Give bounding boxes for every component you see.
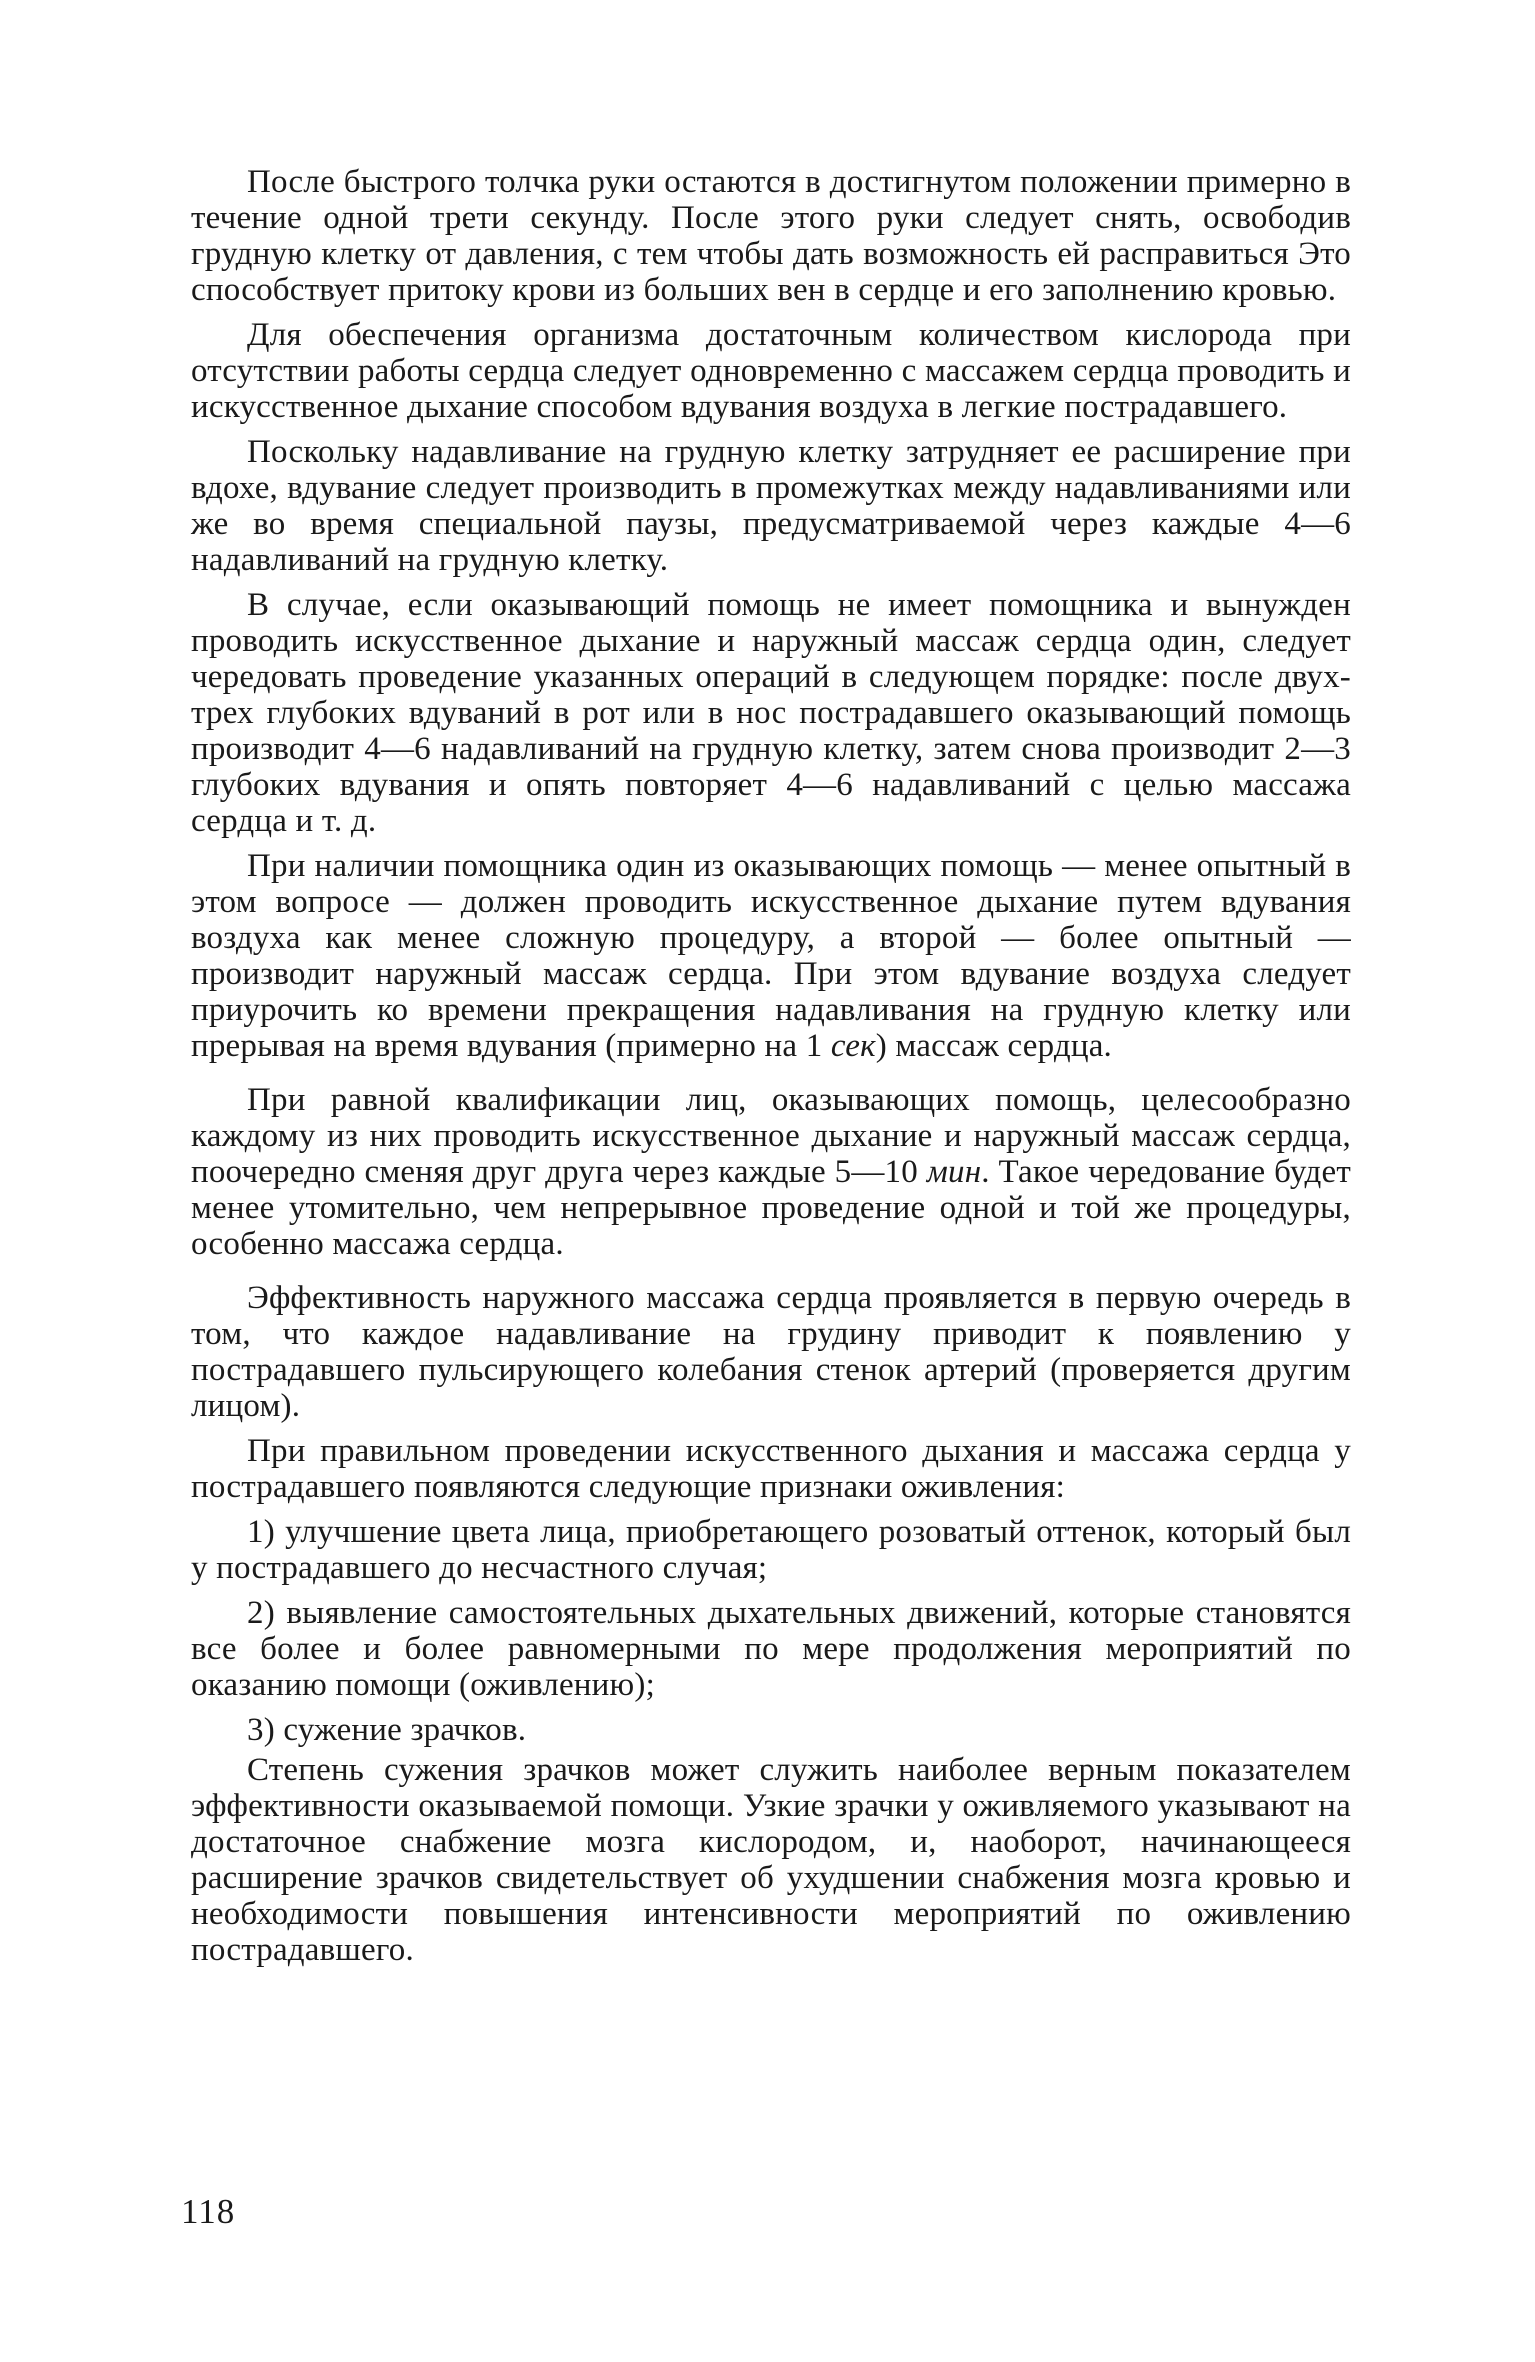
two-rescuers-text-part1: При наличии помощника один из оказывающих помощь — менее опытный в этом вопросе — должен проводить искусственное дыхание путем вдувания воздуха как менее сложную процедуру, а второй — более опытный — производит наружный массаж сердца. При этом вдувание воздуха следует приурочить ко времени прекращения надавливания на грудную клетку или прерывая на время вдувания (примерно на 1 xyxy=(191,848,1351,1064)
paragraph-pupil-constriction: Степень сужения зрачков может служить наиболее верным показателем эффективности оказываемой помощи. Узкие зрачки у оживляемого указывают на достаточное снабжение мозга кислородом, и, наоборот, начинающееся расширение зрачков свидетельствует об ухудшении снабжения мозга кровью и необходимости повышения интенсивности мероприятий по оживлению пострадавшего. xyxy=(191,1752,1351,1968)
text-column xyxy=(191,164,1351,1977)
two-rescuers-text-part2: ) массаж сердца. xyxy=(875,1028,1113,1064)
page-number: 118 xyxy=(181,2192,236,2231)
paragraph-two-rescuers xyxy=(191,848,1351,1064)
list-item-breathing: 2) выявление самостоятельных дыхательных движений, которые становятся все более и более равномерными по мере продолжения мероприятий по оказанию помощи (оживлению); xyxy=(191,1595,1351,1703)
paragraph-equal-qualification xyxy=(191,1082,1351,1262)
list-item-pupils: 3) сужение зрачков. xyxy=(247,1712,527,1748)
equal-qualification-unit: мин xyxy=(926,1154,982,1190)
paragraph-signs-intro: При правильном проведении искусственного дыхания и массажа сердца у пострадавшего появляются следующие признаки оживления: xyxy=(191,1433,1351,1505)
paragraph-single-rescuer: В случае, если оказывающий помощь не имеет помощника и вынужден проводить искусственное дыхание и наружный массаж сердца один, следует чередовать проведение указанных операций в следующем порядке: после двух-трех глубоких вдуваний в рот или в нос пострадавшего оказывающий помощь производит 4—6 надавливаний на грудную клетку, затем снова производит 2—3 глубоких вдувания и опять повторяет 4—6 надавливаний с целью массажа сердца и т. д. xyxy=(191,587,1351,839)
paragraph-oxygen-supply: Для обеспечения организма достаточным количеством кислорода при отсутствии работы сердца следует одновременно с массажем сердца проводить и искусственное дыхание способом вдувания воздуха в легкие пострадавшего. xyxy=(191,317,1351,425)
equal-qualification-text-part2: . Такое чередование будет менее утомительно, чем непрерывное проведение одной и той же процедуры, особенно массажа сердца. xyxy=(191,1154,1351,1262)
equal-qualification-text-part1: При равной квалификации лиц, оказывающих помощь, целесообразно каждому из них проводить искусственное дыхание и наружный массаж сердца, поочередно сменяя друг друга через каждые 5—10 xyxy=(191,1082,1351,1190)
two-rescuers-unit: сек xyxy=(830,1028,876,1064)
paragraph-hand-release: После быстрого толчка руки остаются в достигнутом положении примерно в течение одной трети секунду. После этого руки следует снять, освободив грудную клетку от давления, с тем чтобы дать возможность ей расправиться Это способствует притоку крови из больших вен в сердце и его заполнению кровью. xyxy=(191,164,1351,308)
list-item-face-color: 1) улучшение цвета лица, приобретающего розоватый оттенок, который был у пострадавшего до несчастного случая; xyxy=(191,1514,1351,1586)
paragraph-inflation-timing: Поскольку надавливание на грудную клетку затрудняет ее расширение при вдохе, вдувание следует производить в промежутках между надавливаниями или же во время специальной паузы, предусматриваемой через каждые 4—6 надавливаний на грудную клетку. xyxy=(191,434,1351,578)
paragraph-effectiveness: Эффективность наружного массажа сердца проявляется в первую очередь в том, что каждое надавливание на грудину приводит к появлению у пострадавшего пульсирующего колебания стенок артерий (проверяется другим лицом). xyxy=(191,1280,1351,1424)
